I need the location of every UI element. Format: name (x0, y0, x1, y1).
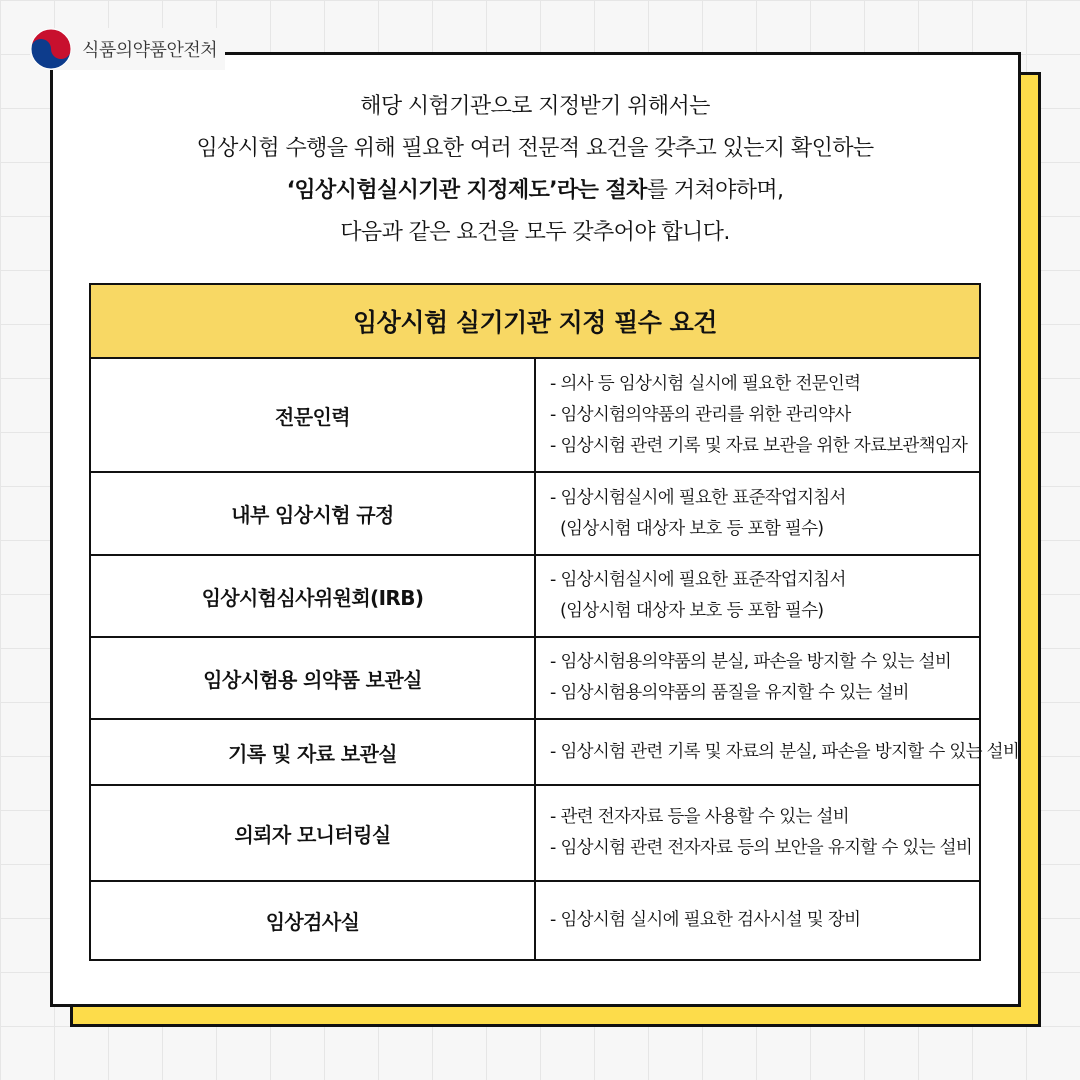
intro-line-4: 다음과 같은 요건을 모두 갖추어야 합니다. (340, 220, 730, 245)
requirement-label: 기록 및 자료 보관실 (90, 719, 535, 785)
requirement-label: 임상검사실 (90, 881, 535, 960)
table-row (90, 785, 980, 881)
requirement-item: (임상시험 대상자 보호 등 포함 필수) (560, 518, 824, 539)
table-title: 임상시험 실기기관 지정 필수 요건 (90, 284, 980, 358)
requirement-item: - 임상시험용의약품의 품질을 유지할 수 있는 설비 (550, 683, 909, 703)
requirement-label: 임상시험용 의약품 보관실 (90, 637, 535, 719)
table-row (90, 881, 980, 960)
requirement-item: - 임상시험용의약품의 분실, 파손을 방지할 수 있는 설비 (550, 652, 952, 672)
taegeuk-logo-icon (30, 28, 72, 70)
requirement-item: - 관련 전자자료 등을 사용할 수 있는 설비 (550, 807, 849, 827)
intro-line-1: 해당 시험기관으로 지정받기 위해서는 (360, 94, 710, 119)
intro-line-3 (90, 170, 980, 212)
requirement-label: 전문인력 (90, 358, 535, 472)
requirement-item: - 의사 등 임상시험 실시에 필요한 전문인력 (550, 373, 861, 394)
intro-line-3-rest: 를 거쳐야하며, (646, 178, 784, 203)
requirement-details (535, 719, 1020, 785)
requirement-details (535, 637, 980, 719)
requirement-label: 임상시험심사위원회(IRB) (90, 555, 535, 637)
requirement-item: - 임상시험의약품의 관리를 위한 관리약사 (550, 404, 851, 425)
requirement-item: - 임상시험실시에 필요한 표준작업지침서 (550, 570, 846, 590)
table-row (90, 358, 980, 472)
table-header-row (90, 284, 980, 358)
requirement-details (535, 555, 980, 637)
table-row (90, 719, 980, 785)
requirement-details (535, 785, 980, 881)
table-row (90, 472, 980, 555)
requirement-item: - 임상시험 관련 전자자료 등의 보안을 유지할 수 있는 설비 (550, 838, 973, 858)
table-row (90, 555, 980, 637)
requirement-item: - 임상시험 관련 기록 및 자료 보관을 위한 자료보관책임자 (550, 435, 968, 456)
requirement-details (535, 881, 980, 960)
org-logo (30, 28, 225, 70)
requirement-label: 내부 임상시험 규정 (90, 472, 535, 555)
requirement-item: - 임상시험 관련 기록 및 자료의 분실, 파손을 방지할 수 있는 설비 (550, 741, 1020, 762)
intro-text (90, 86, 980, 254)
table-row (90, 637, 980, 719)
requirement-item: - 임상시험 실시에 필요한 검사시설 및 장비 (550, 910, 861, 930)
requirement-details (535, 358, 980, 472)
intro-emphasis: ‘임상시험실시기관 지정제도’라는 절차 (286, 178, 647, 203)
requirement-item: (임상시험 대상자 보호 등 포함 필수) (560, 601, 824, 621)
requirement-details (535, 472, 980, 555)
requirements-table (89, 283, 1020, 961)
org-name: 식품의약품안전처 (82, 40, 218, 61)
requirement-label: 의뢰자 모니터링실 (90, 785, 535, 881)
requirement-item: - 임상시험실시에 필요한 표준작업지침서 (550, 487, 846, 508)
intro-line-2: 임상시험 수행을 위해 필요한 여러 전문적 요건을 갖추고 있는지 확인하는 (196, 136, 874, 161)
